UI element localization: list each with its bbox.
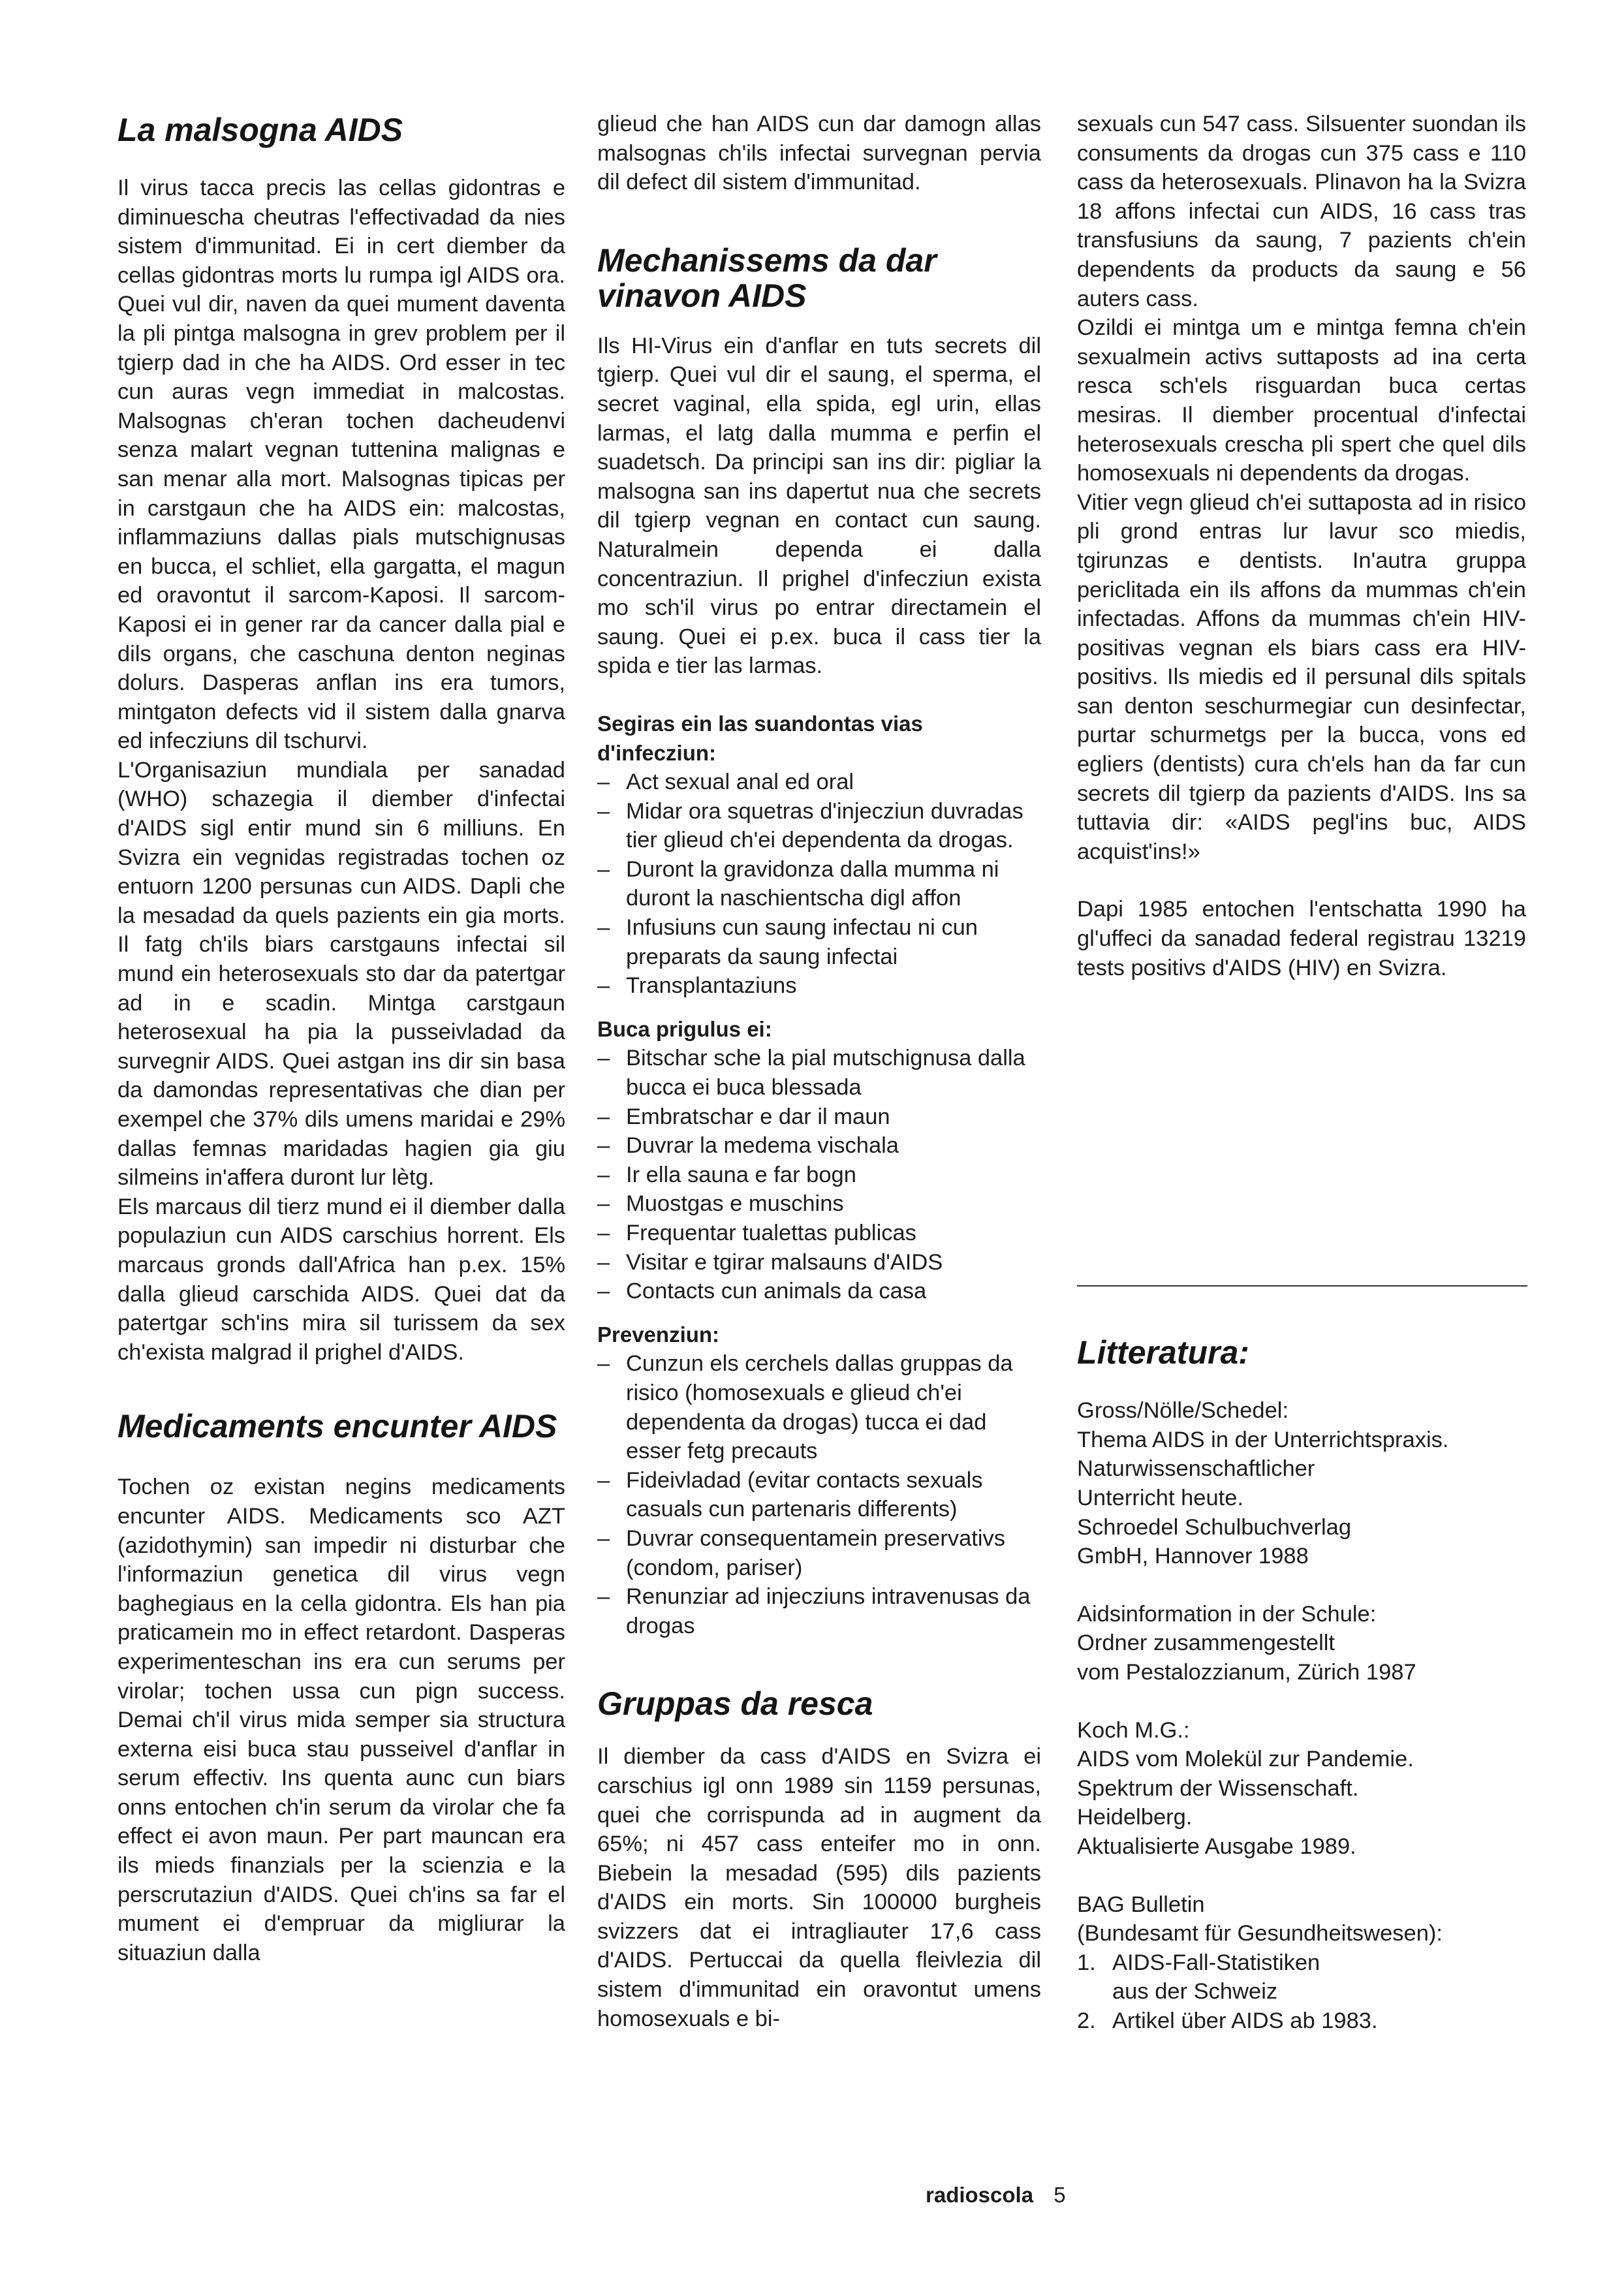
reference-line: Thema AIDS in der Unterrichtspraxis.: [1077, 1427, 1449, 1452]
list-item: – Midar ora squetras d'injecziun duvradas tier glieud ch'ei dependenta da drogas.: [597, 797, 1041, 855]
paragraph: L'Organisaziun mundiala per sanadad (WHO) schazegia il diember d'infectai d'AIDS sigl entir mund sin 6 milliuns. En Svizra ein vegnidas registradas tochen oz entuorn 1200 persunas cun AIDS. Dapli che la mesadad da quels pazients ein gia morts. Il fatg ch'ils biars carstgauns infectai sil mund ein heterosexuals sto dar da patertgar ad in e scadin. Mintga carstgaun heterosexual ha pia la pusseivladad da survegnir AIDS. Quei astgan ins dir sin basa da damondas representativas che dian per exempel che 37% dils umens maridai e 29% dallas femnas maridadas hagien gia giu silmeins in'affera duront lur lètg.: [117, 757, 565, 1191]
reference-line: Koch M.G.:: [1077, 1717, 1190, 1743]
reference-list: [1077, 1396, 1526, 2035]
reference-number: 2.: [1077, 2008, 1096, 2033]
paragraph: Ozildi ei mintga um e mintga femna ch'ein sexualmein activs suttaposts ad ina certa resca sch'els risguardan buca certas mesiras. Il diember procentual d'infectai heterosexuals crescha pli spert che quel dils homosexuals ni dependents da drogas.: [1077, 315, 1526, 486]
reference-line: Ordner zusammengestellt: [1077, 1631, 1335, 1656]
reference-line: Unterricht heute.: [1077, 1486, 1244, 1510]
column-2: [597, 110, 1041, 2033]
paragraph: Tochen oz existan negins medicaments encunter AIDS. Medicaments sco AZT (azidothymin) san impedir ni disturbar che l'informaziun genetica dil virus vegn baghegiaus en la cella gidontra. Els han pia praticamein mo in effect retardont. Dasperas experimenteschan ins era cun serums per virolar; tochen ussa cun pign success. Demai ch'il virus mida semper sia structura externa eisi buca stau pusseivel d'anflar in serum effectiv. Ins quenta aunc cun biars onns entochen ch'in serum da virolar che fa effect ei avon maun. Per part mauncan era ils mieds finanzials per la scienzia e la perscrutaziun d'AIDS. Quei ch'ins sa far el mument ei d'empruar da migliurar la situaziun dalla: [117, 1475, 565, 1965]
list-item: – Duront la gravidonza dalla mumma ni duront la naschientscha digl affon: [597, 855, 1041, 913]
reference-entry: [1077, 1716, 1526, 1862]
list-item: – Bitschar sche la pial mutschignusa dalla bucca ei buca blessada: [597, 1044, 1041, 1102]
heading-la-malsogna-aids: La malsogna AIDS: [117, 112, 403, 148]
list-safe-infection: [597, 768, 1041, 1001]
subheading-prevenziun: Prevenziun:: [597, 1322, 720, 1347]
list-item: – Cunzun els cerchels dallas gruppas da risico (homosexuals e glieud ch'ei dependenta da drogas) tucca ei dad esser fetg precauts: [597, 1349, 1041, 1465]
heading-litteratura: Litteratura:: [1077, 1334, 1249, 1371]
list-item: – Contacts cun animals da casa: [597, 1277, 1041, 1306]
reference-line: Naturwissenschaftlicher: [1077, 1456, 1315, 1482]
paragraph: Dapi 1985 entochen l'entschatta 1990 ha gl'uffeci da sanadad federal registrau 13219 tests positivs d'AIDS (HIV) en Svizra.: [1077, 897, 1526, 980]
list-item: – Frequentar tualettas publicas: [597, 1219, 1041, 1248]
reference-line: AIDS-Fall-Statistiken: [1112, 1950, 1320, 1975]
list-item: – Renunziar ad injecziuns intravenusas da drogas: [597, 1582, 1041, 1640]
reference-line: AIDS vom Molekül zur Pandemie.: [1077, 1747, 1414, 1772]
paragraph: sexuals cun 547 cass. Silsuenter suondan ils consuments da drogas cun 375 cass e 110 cass da heterosexuals. Plinavon ha la Svizra 18 affons infectai cun AIDS, 16 cass tras transfusiuns da saung, 7 pazients ch'ein dependents da products da saung e 56 auters cass.: [1077, 112, 1526, 311]
reference-line: BAG Bulletin: [1077, 1892, 1205, 1917]
list-item: – Infusiuns cun saung infectau ni cun preparats da saung infectai: [597, 913, 1041, 971]
heading-medicaments: Medicaments encunter AIDS: [117, 1408, 557, 1445]
page-number: 5: [1054, 2183, 1066, 2207]
list-item: – Duvrar consequentamein preservativs (condom, pariser): [597, 1524, 1041, 1582]
publication-name: radioscola: [926, 2183, 1034, 2207]
paragraph: Ils HI-Virus ein d'anflar en tuts secrets dil tgierp. Quei vul dir el saung, el sperma, el secret vaginal, ella spida, egl urin, ellas larmas, el latg dalla mumma e perfin el suadetsch. Da principi san ins dir: pigliar la malsogna san ins dapertut nua che secrets dil tgierp vegnan en contact cun saung. Naturalmein dependa ei dalla concentraziun. Il prighel d'infecziun exista mo sch'il virus po entrar directamein el saung. Quei ei p.ex. buca il cass tier la spida e tier las larmas.: [597, 333, 1041, 679]
page-footer: [926, 2183, 1066, 2208]
list-item: – Duvrar la medema vischala: [597, 1131, 1041, 1161]
paragraph: Vitier vegn glieud ch'ei suttaposta ad in risico pli grond entras lur lavur sco miedis, tgirunzas e dentists. In'autra gruppa periclitada ein ils affons da mummas ch'ein infectadas. Affons da mummas ch'ein HIV-positivas vegnan els biars cass era HIV-positivs. Ils miedis ed il persunal dils spitals san denton seschurmegiar cun desinfectar, purtar schurmetgs per la bucca, vons ed egliers (dentists) cura ch'els han da far cun secrets dil tgierp da pazients d'AIDS. Ins sa tuttavia dir: «AIDS pegl'ins buc, AIDS acquist'ins!»: [1077, 490, 1526, 864]
reference-line: Gross/Nölle/Schedel:: [1077, 1398, 1289, 1424]
divider: [1077, 1285, 1527, 1287]
list-item: – Ir ella sauna e far bogn: [597, 1161, 1041, 1190]
reference-subitem: [1077, 2006, 1526, 2036]
reference-line: GmbH, Hannover 1988: [1077, 1544, 1309, 1569]
list-item: – Embratschar e dar il maun: [597, 1102, 1041, 1132]
heading-mechanissems: Mechanissems da dar vinavon AIDS: [597, 242, 937, 314]
reference-line: Artikel über AIDS ab 1983.: [1112, 2008, 1378, 2033]
reference-line: Spektrum der Wissenschaft.: [1077, 1775, 1359, 1801]
reference-entry: [1077, 1600, 1526, 1687]
paragraph: glieud che han AIDS cun dar damogn allas malsognas ch'ils infectai survegnan pervia dil defect dil sistem d'immunitad.: [597, 112, 1041, 195]
reference-line: aus der Schweiz: [1112, 1979, 1278, 2005]
heading-gruppas-da-resca: Gruppas da resca: [597, 1685, 873, 1723]
reference-line: Heidelberg.: [1077, 1805, 1193, 1830]
list-not-dangerous: [597, 1044, 1041, 1305]
list-item: – Transplantaziuns: [597, 971, 1041, 1001]
column-3: [1077, 110, 1526, 2036]
subheading-segiras: Segiras ein las suandontas vias d'infecziun:: [597, 711, 923, 765]
list-item: – Visitar e tgirar malsauns d'AIDS: [597, 1248, 1041, 1277]
reference-line: Aktualisierte Ausgabe 1989.: [1077, 1834, 1356, 1859]
list-item: – Act sexual anal ed oral: [597, 768, 1041, 797]
paragraph: Il diember da cass d'AIDS en Svizra ei carschius igl onn 1989 sin 1159 persunas, quei che corrispunda ad in augment da 65%; ni 457 cass enteifer mo in onn. Biebein la mesadad (595) dils pazients d'AIDS ein morts. Sin 100000 burgheis svizzers dat ei intragliauter 17,6 cass d'AIDS. Pertuccai da quella fleivlezia dil sistem d'immunitad ein oravontut umens homosexuals e bi-: [597, 1744, 1041, 2031]
list-item: – Muostgas e muschins: [597, 1189, 1041, 1219]
column-1: [117, 110, 565, 1967]
reference-entry: [1077, 1396, 1526, 1571]
subheading-buca-prigulus: Buca prigulus ei:: [597, 1016, 772, 1041]
reference-line: (Bundesamt für Gesundheitswesen):: [1077, 1921, 1443, 1946]
reference-entry: [1077, 1890, 1526, 2036]
reference-number: 1.: [1077, 1950, 1096, 1975]
paragraph: Il virus tacca precis las cellas gidontras e diminuescha cheutras l'effectivadad da nies sistem d'immunitad. Ei in cert diember da cellas gidontras morts lu rumpa igl AIDS ora. Quei vul dir, naven da quei mument daventa la pli pintga malsogna in grev problem per il tgierp dad in che ha AIDS. Ord esser in tec cun auras vegn immediat in malcostas. Malsognas ch'eran tochen dacheudenvi senza malart vegnan tuttenina malignas e san menar alla mort. Malsognas tipicas per in carstgaun che ha AIDS ein: malcostas, inflammaziuns dallas pials mutschignusas en bucca, el schliet, ella gargatta, el magun ed oravontut il sarcom-Kaposi. Il sarcom-Kaposi ei in gener rar da cancer dalla pial e dils organs, che caschuna denton neginas dolurs. Dasperas anflan ins era tumors, mintgaton defects vid il sistem dalla gnarva ed infecziuns dil tschurvi.: [117, 176, 565, 754]
reference-line: Aidsinformation in der Schule:: [1077, 1601, 1377, 1627]
reference-line: vom Pestalozzianum, Zürich 1987: [1077, 1659, 1416, 1685]
reference-subitem: [1077, 1948, 1526, 2006]
reference-line: Schroedel Schulbuchverlag: [1077, 1514, 1352, 1540]
list-item: – Fideivladad (evitar contacts sexuals casuals cun partenaris differents): [597, 1466, 1041, 1524]
list-prevention: [597, 1349, 1041, 1640]
paragraph: Els marcaus dil tierz mund ei il diember dalla populaziun cun AIDS carschius horrent. Els marcaus gronds dall'Africa han p.ex. 15% dalla glieud carschida AIDS. Quei dat da patertgar sch'ins mira sil turissem da sex ch'exista malgrad il prighel d'AIDS.: [117, 1194, 565, 1365]
